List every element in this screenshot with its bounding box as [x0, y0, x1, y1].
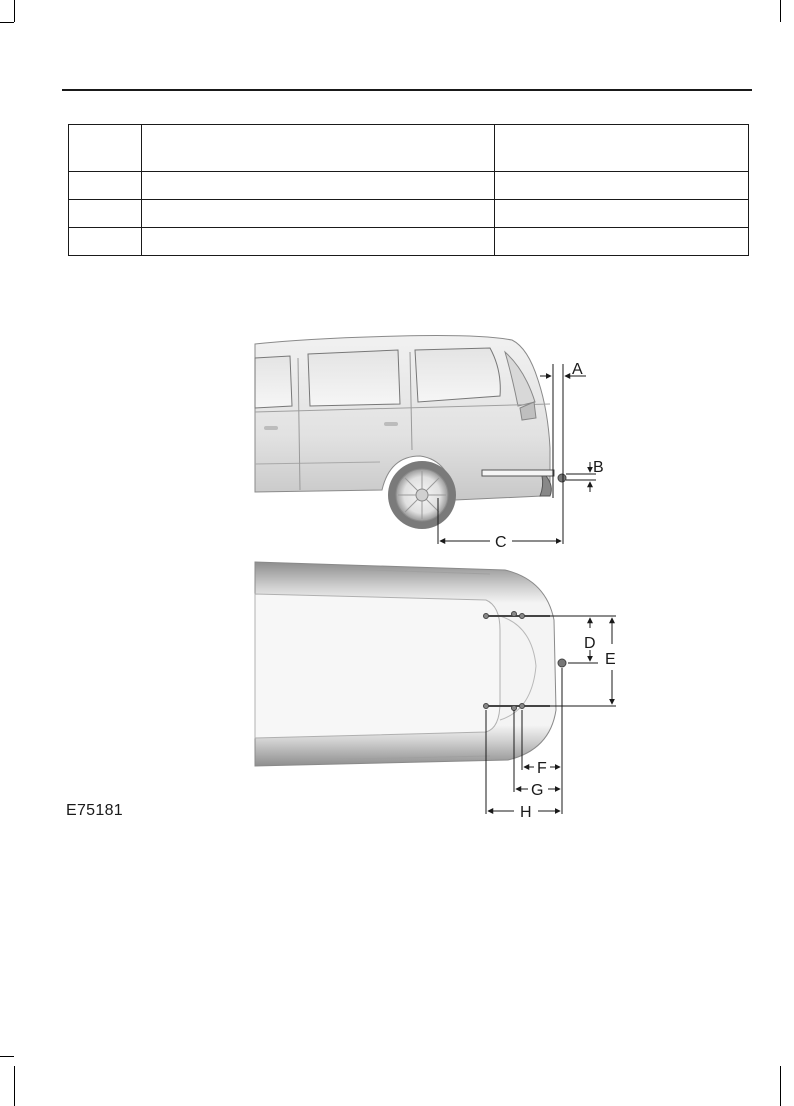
label-f: F: [537, 760, 547, 777]
table-cell: [495, 228, 749, 256]
top-view-vehicle: [255, 562, 566, 766]
crop-mark: [780, 1066, 781, 1106]
dimensions-table: [68, 124, 749, 256]
label-a: A: [572, 361, 583, 378]
crop-mark: [0, 1056, 14, 1057]
label-b: B: [593, 459, 604, 476]
table-cell: [495, 200, 749, 228]
table-row: [69, 172, 749, 200]
table-cell: [69, 200, 142, 228]
label-c: C: [495, 534, 507, 551]
table-cell: [495, 125, 749, 172]
side-view-vehicle: [255, 336, 566, 530]
table-cell: [69, 172, 142, 200]
table-cell: [142, 228, 495, 256]
label-g: G: [531, 782, 544, 799]
label-d: D: [584, 635, 596, 652]
table-row: [69, 228, 749, 256]
crop-mark: [14, 0, 15, 22]
crop-mark: [14, 1066, 15, 1106]
table-cell: [69, 228, 142, 256]
label-e: E: [605, 651, 616, 668]
figure-id: E75181: [66, 802, 123, 819]
table-cell: [69, 125, 142, 172]
label-h: H: [520, 804, 532, 820]
table-cell: [142, 172, 495, 200]
table-cell: [142, 125, 495, 172]
table-row: [69, 200, 749, 228]
crop-mark: [0, 22, 14, 23]
header-rule: [62, 89, 752, 91]
tow-bar-dimensions-figure: [250, 330, 630, 820]
table-header-row: [69, 125, 749, 172]
crop-mark: [780, 0, 781, 22]
table-cell: [495, 172, 749, 200]
table-cell: [142, 200, 495, 228]
